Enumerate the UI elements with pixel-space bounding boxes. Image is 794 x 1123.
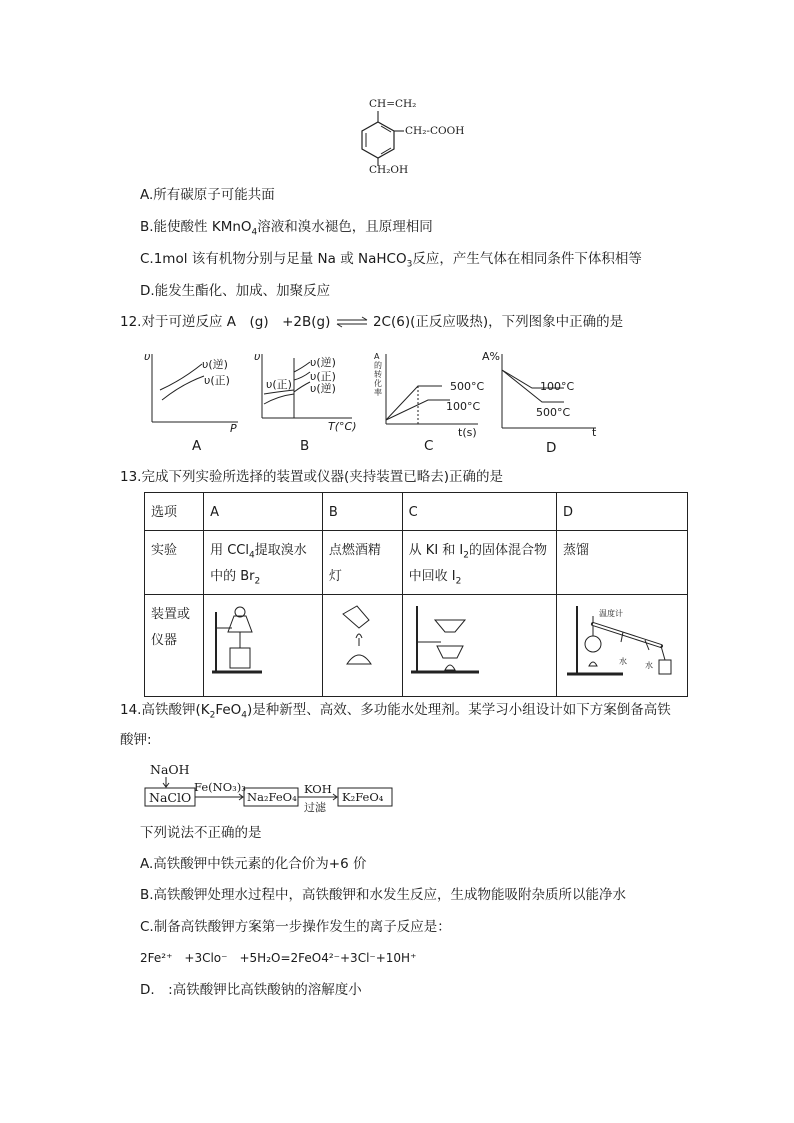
graph-d-series2: 500°C — [536, 406, 571, 419]
q11-option-d: D.能发生酯化、加成、加聚反应 — [140, 283, 331, 299]
graph-a-label: A — [192, 438, 202, 454]
table-header-cell: D — [556, 493, 687, 531]
thermometer-label: 温度计 — [598, 609, 623, 618]
q11-option-a: A.所有碳原子可能共面 — [140, 187, 275, 203]
table-header-cell: 选项 — [145, 493, 204, 531]
flow-reagent-fe-no3: Fe(NO₃)₃ — [194, 780, 246, 794]
graph-c-series1: 500°C — [450, 380, 485, 393]
graph-c-ylabel: A的转化率 — [374, 352, 382, 397]
graph-a-xlabel: P — [230, 422, 237, 435]
table-row-header — [145, 493, 688, 531]
cell-a-apparatus — [204, 595, 323, 697]
graph-b-label: B — [300, 438, 310, 454]
graph-d-ylabel: A% — [482, 350, 500, 363]
flow-box-naclo: NaClO — [149, 790, 192, 805]
q14-option-a: A.高铁酸钾中铁元素的化合价为+6 价 — [140, 856, 367, 872]
graph-b — [252, 350, 362, 460]
table-row-apparatus — [145, 595, 688, 697]
q11-option-c: C.1mol 该有机物分别与足量 Na 或 NaHCO$_3$反应，产生气体在相同条件下体积相等 — [140, 251, 642, 270]
cell-b-experiment: 点燃酒精 灯 — [322, 531, 402, 595]
q13-options-table — [144, 492, 688, 697]
flow-step-filter: 过滤 — [304, 801, 326, 814]
graph-d-label: D — [546, 440, 557, 456]
cell-d-experiment: 蒸馏 — [556, 531, 687, 595]
q14-option-d: D. :高铁酸钾比高铁酸钠的溶解度小 — [140, 982, 362, 998]
cell-c-experiment: 从 KI 和 $I_2$的固体混合物 中回收 $I_2$ — [402, 531, 556, 595]
cell-b-apparatus — [322, 595, 402, 697]
flow-reagent-naoh: NaOH — [150, 762, 190, 777]
q13-stem: 13.完成下列实验所选择的装置或仪器(夹持装置已略去)正确的是 — [120, 469, 504, 485]
graph-a-curve1-label: υ(逆) — [202, 358, 228, 371]
sublimation-setup-icon — [409, 602, 489, 678]
flow-box-na2feo4: Na₂FeO₄ — [247, 790, 297, 804]
q12-stem: 12.对于可逆反应 A (g) +2B(g) 2C(6)(正反应吸热)，下列图象中正确的是 — [120, 314, 624, 330]
cell-a-experiment: 用 CCl$_4$提取溴水 中的 $Br_2$ — [204, 531, 323, 595]
flow-reagent-koh: KOH — [304, 782, 332, 796]
graph-c-label: C — [424, 438, 434, 454]
q14-ionic-equation: 2Fe²⁺ +3Clo⁻ +5H₂O=2FeO4²⁻+3Cl⁻+10H⁺ — [140, 951, 417, 965]
water-in-label: 水 — [618, 657, 627, 666]
water-out-label: 水 — [644, 661, 653, 670]
table-header-cell: A — [204, 493, 323, 531]
graph-a-curve2-label: υ(正) — [204, 374, 230, 387]
q14-option-b: B.高铁酸钾处理水过程中，高铁酸钾和水发生反应，生成物能吸附杂质所以能净水 — [140, 887, 627, 903]
cell-c-apparatus — [402, 595, 556, 697]
graph-b-ylabel: υ — [254, 350, 261, 363]
table-header-cell: C — [402, 493, 556, 531]
row-label-experiment: 实验 — [145, 531, 204, 595]
graph-b-c3: υ(正) — [266, 378, 292, 391]
preparation-flow-diagram — [144, 762, 404, 812]
graph-c-xlabel: t(s) — [458, 426, 477, 439]
graph-b-xlabel: T(°C) — [328, 420, 357, 433]
graph-b-c1: υ(逆) — [310, 356, 336, 369]
row-label-apparatus: 装置或 仪器 — [145, 595, 204, 697]
q14-sub-question: 下列说法不正确的是 — [140, 825, 262, 841]
separatory-funnel-icon — [210, 602, 270, 678]
q14-stem: 14.高铁酸钾$(K_2FeO_4)$是种新型、高效、多功能水处理剂。某学习小组设计如下方案倒备高铁 — [120, 702, 671, 721]
reversible-arrow-icon — [335, 316, 369, 328]
cell-d-apparatus — [556, 595, 687, 697]
graph-d-series1: 100°C — [540, 380, 575, 393]
flow-box-k2feo4: K₂FeO₄ — [342, 790, 384, 804]
graph-b-c2: υ(正) — [310, 370, 336, 383]
graph-c — [370, 350, 490, 460]
alcohol-lamp-icon — [329, 602, 389, 678]
vinyl-group: CH=CH₂ — [369, 98, 417, 110]
molecule-structure — [340, 96, 480, 180]
carboxymethyl-group: CH₂-COOH — [405, 125, 465, 137]
graph-b-c4: υ(逆) — [310, 382, 336, 395]
graph-d-xlabel: t — [592, 426, 597, 439]
q11-option-b: B.能使酸性 KMnO$_4$溶液和溴水褪色，且原理相同 — [140, 219, 433, 238]
q14-stem-line2: 酸钾: — [120, 732, 152, 748]
q14-option-c: C.制备高铁酸钾方案第一步操作发生的离子反应是： — [140, 919, 451, 935]
graph-a-ylabel: υ — [144, 350, 151, 363]
graph-c-series2: 100°C — [446, 400, 481, 413]
hydroxymethyl-group: CH₂OH — [369, 164, 409, 176]
table-header-cell: B — [322, 493, 402, 531]
graph-d-plot — [480, 350, 600, 440]
graph-a — [142, 350, 242, 460]
table-row-experiment — [145, 531, 688, 595]
graph-d — [480, 350, 600, 460]
